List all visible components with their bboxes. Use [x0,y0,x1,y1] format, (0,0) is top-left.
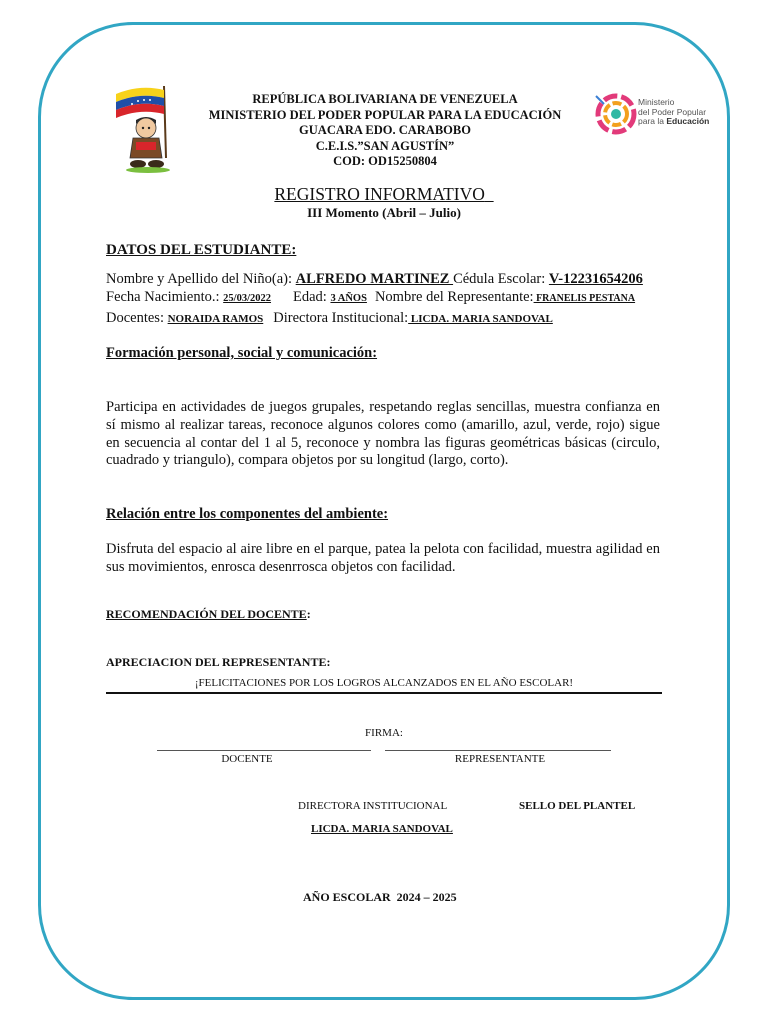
header-line-5: COD: OD15250804 [333,154,437,168]
rep-label: Nombre del Representante: [374,289,534,305]
document-subtitle: III Momento (Abril – Julio) [307,205,461,220]
section1-title: Formación personal, social y comunicación: [106,345,378,361]
id-value: V-12231654206 [548,271,643,287]
recommendation-label: RECOMENDACIÓN DEL DOCENTE [106,607,307,621]
student-teachers-line [106,310,553,327]
section2-text: Disfruta del espacio al aire libre en el parque, patea la pelota con facilidad, muestra agilidad en sus movimientos, enrosca desenrrosca objetos con facilidad. [106,541,660,575]
birth-label: Fecha Nacimiento.: [106,289,224,305]
name-label: Nombre y Apellido del Niño(a): [106,271,296,287]
docente-label: DOCENTE [221,753,273,765]
age-label: Edad: [293,289,331,305]
ministry-ring-icon [592,90,638,138]
student-name-line [106,271,643,288]
appreciation-underline [106,692,662,694]
name-value: ALFREDO MARTINEZ [295,271,454,287]
representante-signature-line [385,750,611,751]
header-line-1: REPÚBLICA BOLIVARIANA DE VENEZUELA [252,92,518,106]
director-name: LICDA. MARIA SANDOVAL [311,823,453,835]
sello-label: SELLO DEL PLANTEL [519,800,636,812]
director-label: Directora Institucional: [273,310,409,326]
id-label: Cédula Escolar: [453,271,549,287]
age-value: 3 AÑOS [330,293,367,304]
school-year: AÑO ESCOLAR 2024 – 2025 [303,890,457,904]
appreciation-text: ¡FELICITACIONES POR LOS LOGROS ALCANZADOS EN EL AÑO ESCOLAR! [194,677,574,689]
student-birth-line [106,289,635,306]
teachers-value: NORAIDA RAMOS [167,313,264,325]
document-title: REGISTRO INFORMATIVO [274,184,485,204]
section2-title: Relación entre los componentes del ambiente: [106,506,389,522]
rep-value: FRANELIS PESTANA [533,293,636,304]
ministry-line-3a: para la [638,116,667,126]
birth-value: 25/03/2022 [223,293,272,304]
directora-label: DIRECTORA INSTITUCIONAL [298,800,448,812]
recommendation-line: RECOMENDACIÓN DEL DOCENTE: [106,607,311,621]
firma-label: FIRMA: [365,727,403,739]
ministry-line-3b: Educación [666,116,710,126]
teachers-label: Docentes: [106,310,168,326]
director-value: LICDA. MARIA SANDOVAL [408,313,553,325]
appreciation-label: APRECIACION DEL REPRESENTANTE: [106,655,331,669]
section1-text: Participa en actividades de juegos grupales, respetando reglas sencillas, muestra confianza en sí mismo al realizar tareas, reconoce algunos colores como (amarillo, azul, verde, rojo) sigue en secuencia al contar del 1 al 5, reconoce y nombra las figuras geométricas básicas (circulo, cuadrado y triangulo), compara objetos por su longitud (largo, corto). [106,399,660,469]
header-line-3: GUACARA EDO. CARABOBO [299,123,471,137]
header-line-4: C.E.I.S.”SAN AGUSTÍN” [315,138,455,153]
student-section-title: DATOS DEL ESTUDIANTE: [106,242,297,258]
docente-signature-line [157,750,371,751]
header-line-2: MINISTERIO DEL PODER POPULAR PARA LA EDUCACIÓN [208,107,562,122]
institution-header [150,92,620,170]
ministry-line-2: del Poder Popular [638,106,707,117]
ministry-line-1: Ministerio [638,97,675,107]
representante-label: REPRESENTANTE [454,753,546,765]
ministry-logo [592,90,712,140]
